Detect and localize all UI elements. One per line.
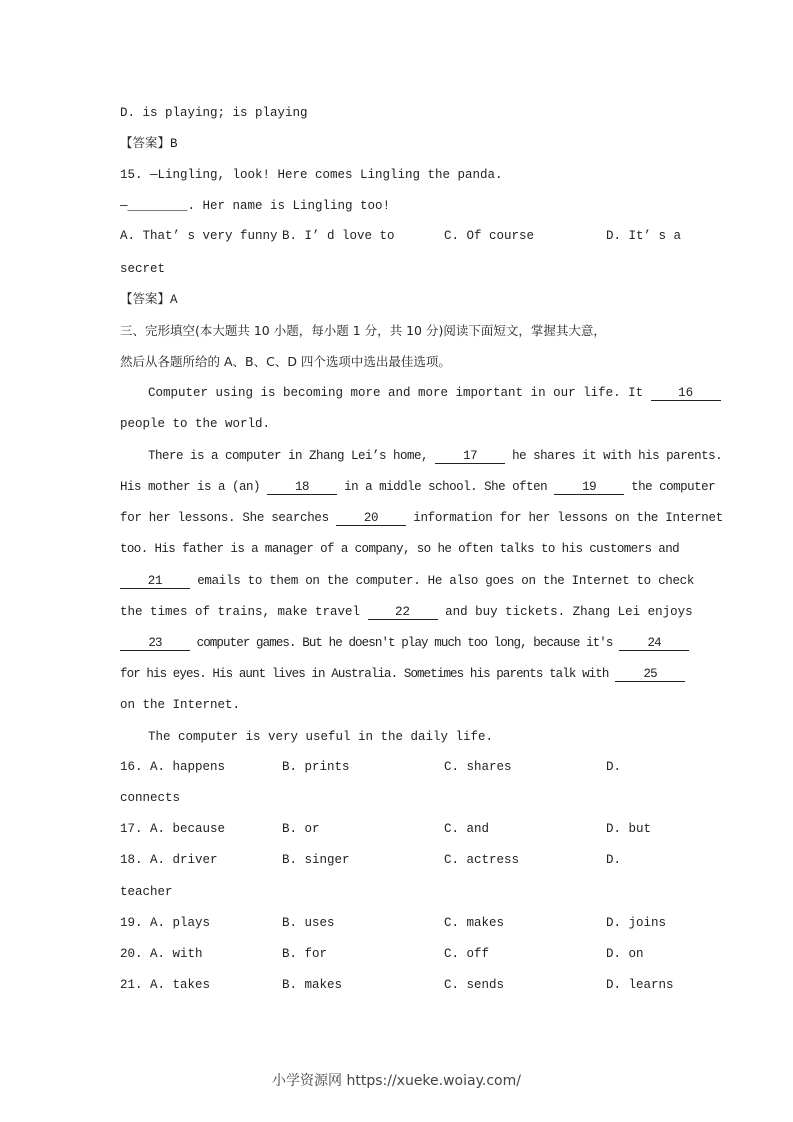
prev-option-d: D. is playing; is playing [120, 106, 308, 120]
q15-option-c: C. Of course [444, 229, 535, 243]
passage-p2-line5 [120, 573, 694, 589]
text: computer games. But he doesn't play much too long, because it's [196, 636, 613, 650]
blank-24: 24 [619, 636, 689, 651]
q16-option-d-wrap: connects [120, 791, 181, 805]
q18-option-b: B. singer [282, 853, 350, 867]
passage-p3: The computer is very useful in the daily life. [148, 730, 494, 744]
blank-20: 20 [336, 511, 406, 526]
q19-option-c: C. makes [444, 916, 505, 930]
text: he shares it with his parents. [512, 449, 723, 463]
q18-option-d: D. [606, 853, 622, 867]
q19-option-b: B. uses [282, 916, 335, 930]
q15-option-d-wrap: secret [120, 262, 166, 276]
text: the computer [631, 480, 716, 494]
q17-option-c: C. and [444, 822, 490, 836]
q15-reply [120, 198, 390, 214]
text: emails to them on the computer. He also goes on the Internet to check [197, 574, 695, 588]
dash: — [120, 199, 128, 213]
q17-option-a: 17. A. because [120, 822, 226, 836]
text: for her lessons. She searches [120, 511, 329, 525]
text: for his eyes. His aunt lives in Australia. Sometimes his parents talk with [120, 667, 609, 681]
blank-19: 19 [554, 480, 624, 495]
text: and buy tickets. Zhang Lei enjoys [445, 605, 693, 619]
text: Computer using is becoming more and more important in our life. It [148, 386, 644, 400]
q21-option-b: B. makes [282, 978, 343, 992]
q20-option-a: 20. A. with [120, 947, 203, 961]
blank-18: 18 [267, 480, 337, 495]
q16-option-a: 16. A. happens [120, 760, 226, 774]
text: information for her lessons on the Internet [413, 511, 723, 525]
q20-option-b: B. for [282, 947, 328, 961]
section3-heading-2: 然后从各题所给的 A、B、C、D 四个选项中选出最佳选项。 [120, 354, 451, 369]
q16-option-b: B. prints [282, 760, 350, 774]
footer-watermark: 小学资源网 https://xueke.woiay.com/ [272, 1073, 521, 1089]
text: the times of trains, make travel [120, 605, 361, 619]
passage-p2-line3 [120, 510, 723, 526]
blank-17: 17 [435, 449, 505, 464]
q21-option-d: D. learns [606, 978, 674, 992]
passage-p2-line9: on the Internet. [120, 698, 241, 712]
passage-p2-line1 [148, 448, 722, 464]
q18-option-a: 18. A. driver [120, 853, 218, 867]
text: His mother is a (an) [120, 480, 261, 494]
passage-p2-line7 [120, 635, 689, 651]
q15-stem: 15. —Lingling, look! Here comes Lingling the panda. [120, 168, 503, 182]
passage-p1-line2: people to the world. [120, 417, 271, 431]
answer-blank: ________ [127, 199, 188, 213]
q20-option-d: D. on [606, 947, 644, 961]
passage-p2-line8 [120, 666, 685, 682]
blank-23: 23 [120, 636, 190, 651]
q17-option-b: B. or [282, 822, 320, 836]
blank-25: 25 [615, 667, 685, 682]
reply-text: . Her name is Lingling too! [187, 199, 391, 213]
passage-p2-line6 [120, 604, 693, 620]
q15-answer: 【答案】A [120, 293, 178, 307]
blank-22: 22 [368, 605, 438, 620]
q17-option-d: D. but [606, 822, 652, 836]
q21-option-c: C. sends [444, 978, 505, 992]
q15-option-d: D. It’ s a [606, 229, 682, 243]
text: There is a computer in Zhang Lei’s home, [148, 449, 429, 463]
passage-p1-line1 [148, 385, 721, 401]
q18-option-c: C. actress [444, 853, 520, 867]
q19-option-d: D. joins [606, 916, 667, 930]
q18-option-d-wrap: teacher [120, 885, 173, 899]
text: in a middle school. She often [344, 480, 548, 494]
q21-option-a: 21. A. takes [120, 978, 211, 992]
section3-heading-1: 三、完形填空(本大题共 10 小题，每小题 1 分，共 10 分)阅读下面短文，掌握其大意， [120, 323, 606, 338]
q15-option-b: B. I’ d love to [282, 229, 395, 243]
q16-option-d: D. [606, 760, 622, 774]
q15-option-a: A. That’ s very funny [120, 229, 278, 243]
prev-answer: 【答案】B [120, 137, 178, 151]
passage-p2-line2 [120, 479, 715, 495]
q16-option-c: C. shares [444, 760, 512, 774]
blank-16: 16 [651, 386, 721, 401]
q19-option-a: 19. A. plays [120, 916, 211, 930]
blank-21: 21 [120, 574, 190, 589]
q20-option-c: C. off [444, 947, 490, 961]
passage-p2-line4: too. His father is a manager of a company, so he often talks to his customers and [120, 542, 679, 556]
